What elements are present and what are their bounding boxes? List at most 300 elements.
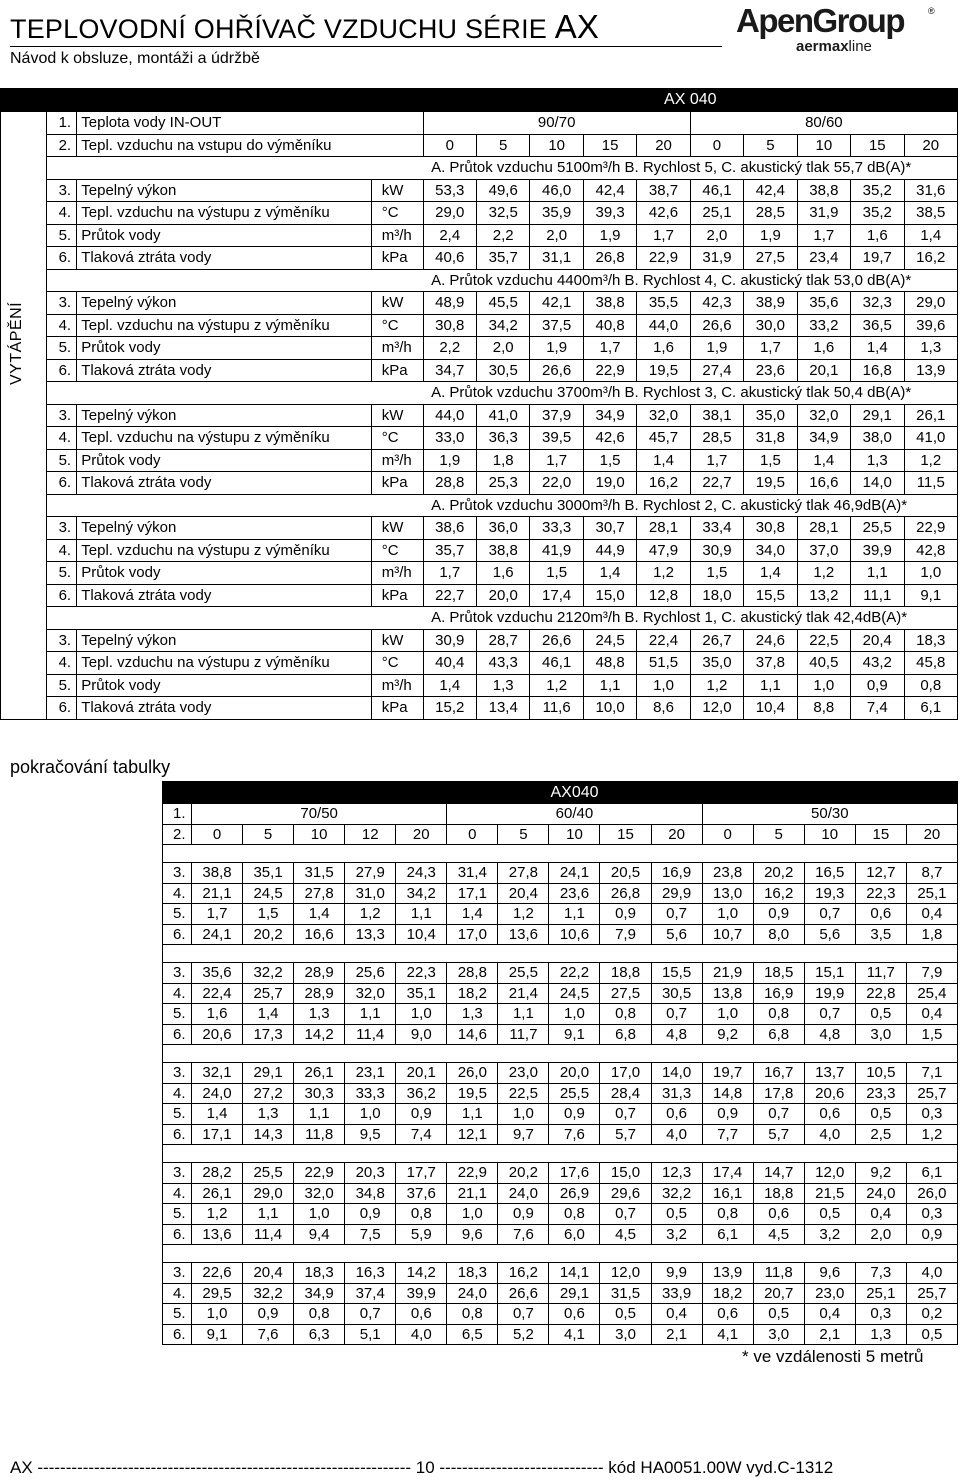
table-cell: 1,8: [906, 924, 957, 945]
table-cell: 29,1: [549, 1283, 600, 1304]
table-cell: 21,4: [498, 983, 549, 1004]
table-cell: 0,6: [702, 1304, 753, 1325]
table-cell: 5.: [47, 337, 77, 360]
table-cell: 38,6: [423, 517, 476, 540]
table-row: [163, 804, 958, 825]
table-cell: 4,0: [396, 1324, 447, 1345]
table-cell: 9,0: [396, 1024, 447, 1045]
table-cell: 43,3: [477, 652, 530, 675]
table-cell: 1,0: [396, 1004, 447, 1025]
table-cell: 29,9: [651, 883, 702, 904]
table-cell: 1,3: [904, 337, 958, 360]
table-cell: 9,1: [549, 1024, 600, 1045]
table-cell: 19,5: [637, 359, 690, 382]
table-cell: 1,2: [637, 562, 690, 585]
table-cell: 0,7: [651, 1004, 702, 1025]
table-cell: 38,8: [797, 179, 850, 202]
table-cell: 1,0: [294, 1204, 345, 1225]
table-cell: kPa: [371, 584, 423, 607]
table-cell: 10: [294, 824, 345, 845]
table-row: [1, 517, 958, 540]
table-cell: 18,3: [294, 1263, 345, 1284]
table-cell: 12,3: [651, 1163, 702, 1184]
table-cell: 21,1: [447, 1183, 498, 1204]
table-cell: 1,6: [851, 224, 904, 247]
table-cell: 13,9: [702, 1263, 753, 1284]
table-cell: 9,4: [294, 1224, 345, 1245]
table-cell: Průtok vody: [77, 337, 371, 360]
table-cell: 27,5: [744, 247, 797, 270]
table-cell: 13,7: [804, 1063, 855, 1084]
table-cell: 19,7: [702, 1063, 753, 1084]
table-cell: 0,9: [243, 1304, 294, 1325]
table-cell: 35,1: [243, 863, 294, 884]
table-cell: 42,4: [744, 179, 797, 202]
table-cell: 0,5: [855, 1104, 906, 1125]
table-cell: 31,3: [651, 1083, 702, 1104]
table-cell: 35,6: [191, 963, 242, 984]
table-cell: 9,6: [447, 1224, 498, 1245]
title-main: TEPLOVODNÍ OHŘÍVAČ VZDUCHU SÉRIE: [10, 14, 547, 44]
table-cell: 24,5: [583, 629, 636, 652]
table-cell: Tepl. vzduchu na výstupu z výměníku: [77, 314, 371, 337]
table-cell: 1,9: [744, 224, 797, 247]
table-cell: 45,8: [904, 652, 958, 675]
table-header-row: [1, 89, 958, 112]
table-cell: 0,9: [498, 1204, 549, 1225]
table-cell: 24,0: [447, 1283, 498, 1304]
table-cell: 1,4: [294, 904, 345, 925]
table-cell: 1,3: [851, 449, 904, 472]
table-cell: 5.: [163, 1204, 192, 1225]
table-cell: 29,1: [851, 404, 904, 427]
table-cell: 24,6: [744, 629, 797, 652]
table-cell: 33,4: [690, 517, 743, 540]
table-cell: 26,1: [191, 1183, 242, 1204]
table-cell: 7,4: [851, 697, 904, 720]
table-cell: 4.: [47, 314, 77, 337]
table-cell: 34,9: [583, 404, 636, 427]
table-cell: 44,0: [423, 404, 476, 427]
table-cell: 0,6: [396, 1304, 447, 1325]
table-cell: 6,1: [702, 1224, 753, 1245]
table-cell: 34,9: [797, 427, 850, 450]
table-cell: 25,5: [851, 517, 904, 540]
table-cell: 39,9: [396, 1283, 447, 1304]
table-cell: 41,0: [904, 427, 958, 450]
table-cell: 1,1: [498, 1004, 549, 1025]
table-cell: 2,1: [651, 1324, 702, 1345]
table-cell: 20,1: [396, 1063, 447, 1084]
table-cell: 27,4: [690, 359, 743, 382]
table-row: [1, 629, 958, 652]
table-cell: 20,6: [191, 1024, 242, 1045]
table-cell: 0,5: [804, 1204, 855, 1225]
table-cell: 23,0: [804, 1283, 855, 1304]
table-cell: 26,6: [690, 314, 743, 337]
table-cell: 0: [191, 824, 242, 845]
table-cell: 60/40: [447, 804, 702, 825]
table-header-row: [163, 782, 958, 804]
table-cell: 3.: [163, 1263, 192, 1284]
table-cell: 39,3: [583, 202, 636, 225]
page-footer: AX ------------------------------------------------------------------ 10 ----------------------------- kód HA0051.00W vyd.C-1312: [10, 1458, 834, 1477]
table-cell: 1,3: [243, 1104, 294, 1125]
table-cell: 13,0: [702, 883, 753, 904]
table-cell: A. Průtok vzduchu 5100m³/h B. Rychlost 5, C. akustický tlak 55,7 dB(A)*: [423, 157, 957, 180]
table-cell: °C: [371, 314, 423, 337]
table-cell: 34,2: [477, 314, 530, 337]
table-cell: 9,6: [804, 1263, 855, 1284]
table-cell: 20,2: [243, 924, 294, 945]
table-cell: 3,2: [804, 1224, 855, 1245]
table-cell: m³/h: [371, 449, 423, 472]
table-cell: 32,3: [851, 292, 904, 315]
table-cell: 30,9: [423, 629, 476, 652]
table-cell: 1,4: [191, 1104, 242, 1125]
table-cell: 2,2: [423, 337, 476, 360]
table-cell: 1,4: [851, 337, 904, 360]
table-row: [163, 983, 958, 1004]
table-cell: 27,2: [243, 1083, 294, 1104]
table-cell: 35,5: [637, 292, 690, 315]
table-cell: 28,4: [600, 1083, 651, 1104]
table-cell: 50/30: [702, 804, 957, 825]
table-cell: 5,1: [345, 1324, 396, 1345]
table-cell: 20,4: [498, 883, 549, 904]
table-cell: 0,5: [753, 1304, 804, 1325]
table-cell: 35,0: [690, 652, 743, 675]
table-cell: 20: [906, 824, 957, 845]
table-cell: kW: [371, 517, 423, 540]
table-cell: 17,8: [753, 1083, 804, 1104]
table-cell: 16,2: [498, 1263, 549, 1284]
table-cell: 13,2: [797, 584, 850, 607]
table-cell: 22,5: [797, 629, 850, 652]
table-cell: 46,0: [530, 179, 583, 202]
table-cell: 8,7: [906, 863, 957, 884]
table-cell: 31,6: [904, 179, 958, 202]
table-cell: 1,0: [549, 1004, 600, 1025]
table-cell: 5: [477, 134, 530, 157]
table-cell: 1,1: [243, 1204, 294, 1225]
table-cell: 16,2: [637, 472, 690, 495]
table-cell: 35,2: [851, 202, 904, 225]
table-cell: 17,1: [191, 1124, 242, 1145]
table-cell: 5.: [47, 224, 77, 247]
table-cell: 24,3: [396, 863, 447, 884]
table-cell: 5,7: [600, 1124, 651, 1145]
table-cell: 10,7: [702, 924, 753, 945]
table-cell: 3.: [47, 629, 77, 652]
table-cell: 17,3: [243, 1024, 294, 1045]
table-cell: °C: [371, 652, 423, 675]
table-cell: 16,9: [753, 983, 804, 1004]
table-cell: 7,3: [855, 1263, 906, 1284]
table-cell: 0,7: [804, 1004, 855, 1025]
table-cell: 24,1: [549, 863, 600, 884]
table-cell: 16,3: [345, 1263, 396, 1284]
table-cell: 10: [530, 134, 583, 157]
table-cell: Tlaková ztráta vody: [77, 472, 371, 495]
table-cell: 12,7: [855, 863, 906, 884]
table-cell: 0,9: [702, 1104, 753, 1125]
table-cell: 22,9: [294, 1163, 345, 1184]
table-cell: 0,7: [651, 904, 702, 925]
table-cell: 2,0: [477, 337, 530, 360]
table-cell: 0,5: [651, 1204, 702, 1225]
table-cell: 29,0: [904, 292, 958, 315]
table-cell: 19,7: [851, 247, 904, 270]
table-cell: 0,5: [906, 1324, 957, 1345]
table-cell: 1,7: [530, 449, 583, 472]
table-cell: 25,1: [690, 202, 743, 225]
table-cell: 42,4: [583, 179, 636, 202]
table-cell: 32,5: [477, 202, 530, 225]
table-row: [1, 224, 958, 247]
table-cell: 25,6: [345, 963, 396, 984]
table-cell: 18,2: [702, 1283, 753, 1304]
table-cell: 30,5: [477, 359, 530, 382]
table-cell: 6,1: [906, 1163, 957, 1184]
table-cell: 1,5: [690, 562, 743, 585]
table-cell: Tepl. vzduchu na výstupu z výměníku: [77, 202, 371, 225]
table-cell: 0,7: [804, 904, 855, 925]
table-cell: 17,7: [396, 1163, 447, 1184]
table-cell: 0,9: [549, 1104, 600, 1125]
table-cell: 33,3: [345, 1083, 396, 1104]
table-cell: 0,5: [855, 1004, 906, 1025]
table-cell: 12,1: [447, 1124, 498, 1145]
table-cell: kW: [371, 179, 423, 202]
table-cell: 1,0: [447, 1204, 498, 1225]
table-cell: 1,2: [530, 674, 583, 697]
table-cell: 0,9: [753, 904, 804, 925]
table-cell: 28,8: [447, 963, 498, 984]
table-cell: 1,2: [906, 1124, 957, 1145]
table-cell: 22,4: [191, 983, 242, 1004]
table-cell: 16,7: [753, 1063, 804, 1084]
table-cell: Průtok vody: [77, 224, 371, 247]
table-cell: 0,3: [906, 1104, 957, 1125]
table-cell: 30,3: [294, 1083, 345, 1104]
table-cell: 0,8: [753, 1004, 804, 1025]
table-cell: 19,9: [804, 983, 855, 1004]
table-cell: 31,9: [797, 202, 850, 225]
table-cell: 1,1: [744, 674, 797, 697]
table-cell: 32,0: [345, 983, 396, 1004]
table-cell: 1,2: [498, 904, 549, 925]
table-cell: 31,8: [744, 427, 797, 450]
table-cell: 14,7: [753, 1163, 804, 1184]
table-cell: 20: [396, 824, 447, 845]
continuation-label: pokračování tabulky: [10, 757, 171, 777]
table-cell: 35,7: [477, 247, 530, 270]
performance-table: [0, 88, 958, 720]
table-cell: 39,6: [904, 314, 958, 337]
block-heading-row: [1, 157, 958, 180]
table-cell: 35,1: [396, 983, 447, 1004]
table-cell: 90/70: [423, 112, 690, 135]
table-cell: 4.: [47, 652, 77, 675]
table-cell: 1,1: [345, 1004, 396, 1025]
table-cell: 0,9: [345, 1204, 396, 1225]
table-cell: 4,0: [804, 1124, 855, 1145]
table-cell: 23,1: [345, 1063, 396, 1084]
table-cell: 28,1: [797, 517, 850, 540]
table-cell: 15,0: [600, 1163, 651, 1184]
table-cell: Tepelný výkon: [77, 292, 371, 315]
table-cell: 5: [744, 134, 797, 157]
table-cell: 1,3: [855, 1324, 906, 1345]
table-cell: 34,8: [345, 1183, 396, 1204]
table-cell: 11,7: [855, 963, 906, 984]
table-cell: °C: [371, 539, 423, 562]
table-cell: 6.: [163, 1124, 192, 1145]
table-cell: 0,9: [396, 1104, 447, 1125]
table-cell: 17,6: [549, 1163, 600, 1184]
table-cell: 38,0: [851, 427, 904, 450]
table-cell: 3.: [163, 863, 192, 884]
table-cell: 1,5: [744, 449, 797, 472]
table-cell: 28,5: [744, 202, 797, 225]
table-cell: 31,4: [447, 863, 498, 884]
table-cell: 17,1: [447, 883, 498, 904]
table-cell: 12: [345, 824, 396, 845]
table-cell: 0,4: [906, 904, 957, 925]
table-cell: 28,9: [294, 963, 345, 984]
table-cell: 4,8: [651, 1024, 702, 1045]
table-cell: 20: [904, 134, 958, 157]
spacer-row: [163, 1245, 958, 1263]
table-cell: 1,3: [294, 1004, 345, 1025]
table-cell: 26,6: [530, 629, 583, 652]
table-row: [163, 1024, 958, 1045]
table-cell: 16,1: [702, 1183, 753, 1204]
table-cell: 51,5: [637, 652, 690, 675]
block-heading-row: [1, 269, 958, 292]
table-cell: 35,9: [530, 202, 583, 225]
table-cell: 26,9: [549, 1183, 600, 1204]
table-cell: 49,6: [477, 179, 530, 202]
table-row: [163, 1163, 958, 1184]
table-cell: 3.: [163, 1063, 192, 1084]
table-cell: 34,2: [396, 883, 447, 904]
table-cell: 40,6: [423, 247, 476, 270]
table-cell: 15: [583, 134, 636, 157]
table-cell: 22,5: [498, 1083, 549, 1104]
table-cell: °C: [371, 202, 423, 225]
header-rule: [10, 46, 722, 47]
table-cell: Průtok vody: [77, 562, 371, 585]
table-cell: m³/h: [371, 224, 423, 247]
table-row: [1, 202, 958, 225]
table-row: [163, 824, 958, 845]
table-row: [163, 1324, 958, 1345]
table-row: [163, 1283, 958, 1304]
table-cell: 25,7: [906, 1083, 957, 1104]
side-label: VYTÁPĚNÍ: [8, 301, 25, 385]
table-cell: A. Průtok vzduchu 3000m³/h B. Rychlost 2, C. akustický tlak 46,9dB(A)*: [423, 494, 957, 517]
table-cell: 1,2: [797, 562, 850, 585]
table-cell: 23,8: [702, 863, 753, 884]
table-cell: 1,1: [549, 904, 600, 925]
table-cell: 80/60: [690, 112, 957, 135]
table-cell: 5.: [47, 674, 77, 697]
table-cell: 12,0: [600, 1263, 651, 1284]
table-cell: 1,7: [744, 337, 797, 360]
table-cell: 15,5: [744, 584, 797, 607]
table-cell: 2,0: [855, 1224, 906, 1245]
table-cell: 16,6: [294, 924, 345, 945]
table-cell: 23,3: [855, 1083, 906, 1104]
table-cell: 3,2: [651, 1224, 702, 1245]
table-cell: 10: [804, 824, 855, 845]
table-cell: 0: [447, 824, 498, 845]
table-cell: 2,2: [477, 224, 530, 247]
table-cell: 24,5: [549, 983, 600, 1004]
table-cell: 5,7: [753, 1124, 804, 1145]
table-cell: 2,1: [804, 1324, 855, 1345]
table-row: [1, 247, 958, 270]
table-row: [1, 404, 958, 427]
table-cell: 0,7: [600, 1204, 651, 1225]
table-cell: 1,1: [583, 674, 636, 697]
table-cell: 5.: [163, 1304, 192, 1325]
table-cell: 31,5: [600, 1283, 651, 1304]
table-cell: 14,0: [851, 472, 904, 495]
table-cell: 11,1: [851, 584, 904, 607]
table-cell: 30,5: [651, 983, 702, 1004]
table-cell: 3.: [47, 517, 77, 540]
table-cell: 14,8: [702, 1083, 753, 1104]
table-cell: 35,0: [744, 404, 797, 427]
table-cell: 20,4: [851, 629, 904, 652]
table-cell: A. Průtok vzduchu 3700m³/h B. Rychlost 3, C. akustický tlak 50,4 dB(A)*: [423, 382, 957, 405]
table-cell: 28,2: [191, 1163, 242, 1184]
table-cell: 4.: [163, 1183, 192, 1204]
block-heading-row: [1, 382, 958, 405]
table-cell: 3,5: [855, 924, 906, 945]
table-cell: 7,6: [549, 1124, 600, 1145]
table-row: [163, 1263, 958, 1284]
table-cell: 41,9: [530, 539, 583, 562]
table-cell: 6.: [47, 584, 77, 607]
table-cell: 1,2: [345, 904, 396, 925]
table-row: [163, 1183, 958, 1204]
table-cell: 30,9: [690, 539, 743, 562]
table-cell: 24,0: [191, 1083, 242, 1104]
table-cell: 25,3: [477, 472, 530, 495]
table-cell: 33,0: [423, 427, 476, 450]
table-cell: 3.: [163, 1163, 192, 1184]
table-cell: 0,6: [651, 1104, 702, 1125]
table-cell: 47,9: [637, 539, 690, 562]
table-cell: 30,8: [744, 517, 797, 540]
table-cell: 39,9: [851, 539, 904, 562]
table-cell: 1,4: [447, 904, 498, 925]
table-cell: 1.: [163, 804, 192, 825]
table-cell: 45,5: [477, 292, 530, 315]
table-cell: 5.: [47, 449, 77, 472]
table-cell: 14,6: [447, 1024, 498, 1045]
table-cell: 13,3: [345, 924, 396, 945]
table-cell: 22,7: [423, 584, 476, 607]
table-cell: 22,4: [637, 629, 690, 652]
table-cell: 18,3: [904, 629, 958, 652]
table-cell: 5: [753, 824, 804, 845]
table-cell: 0,4: [804, 1304, 855, 1325]
